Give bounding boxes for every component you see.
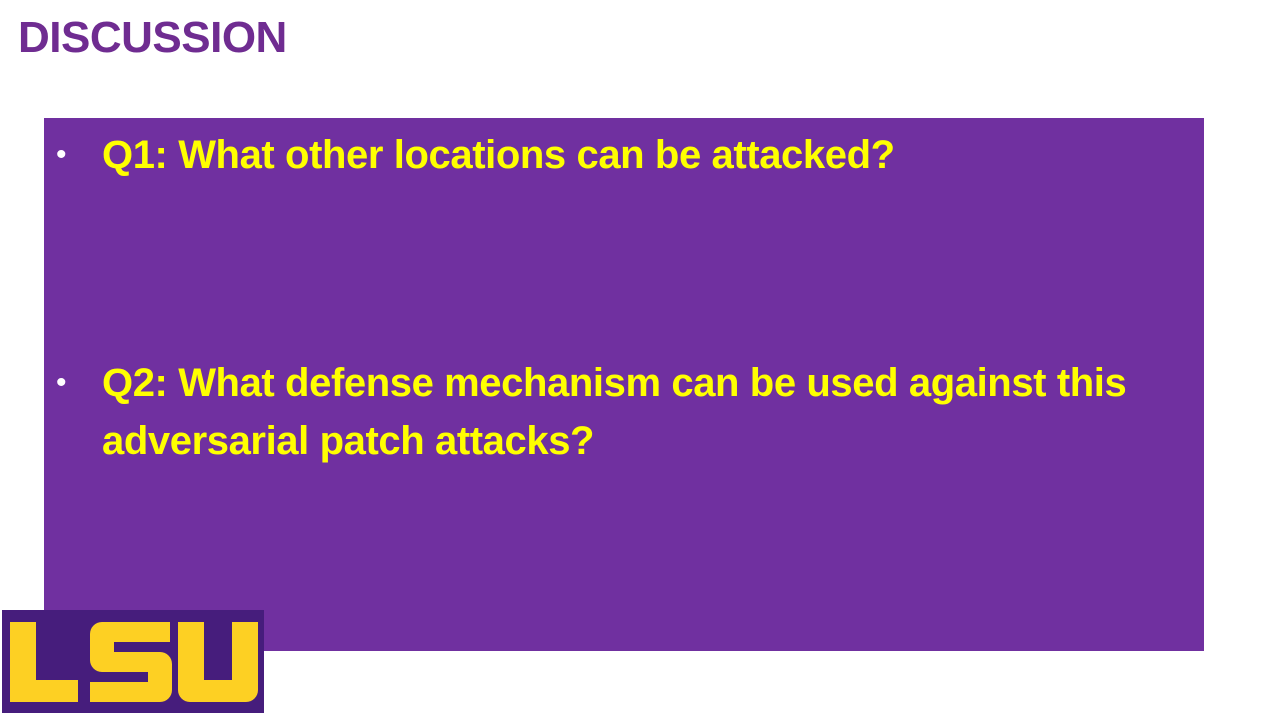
lsu-logo <box>2 610 264 713</box>
question-text: Q1: What other locations can be attacked? <box>102 133 895 177</box>
slide-title: DISCUSSION <box>18 13 287 62</box>
question-box <box>44 118 1204 651</box>
bullet-marker: • <box>56 366 67 399</box>
question-text: Q2: What defense mechanism can be used against this adversarial patch attacks? <box>102 361 1127 463</box>
lsu-logo-letter-s <box>90 622 172 702</box>
bullet-marker: • <box>56 138 67 171</box>
lsu-logo-graphic <box>2 610 264 713</box>
